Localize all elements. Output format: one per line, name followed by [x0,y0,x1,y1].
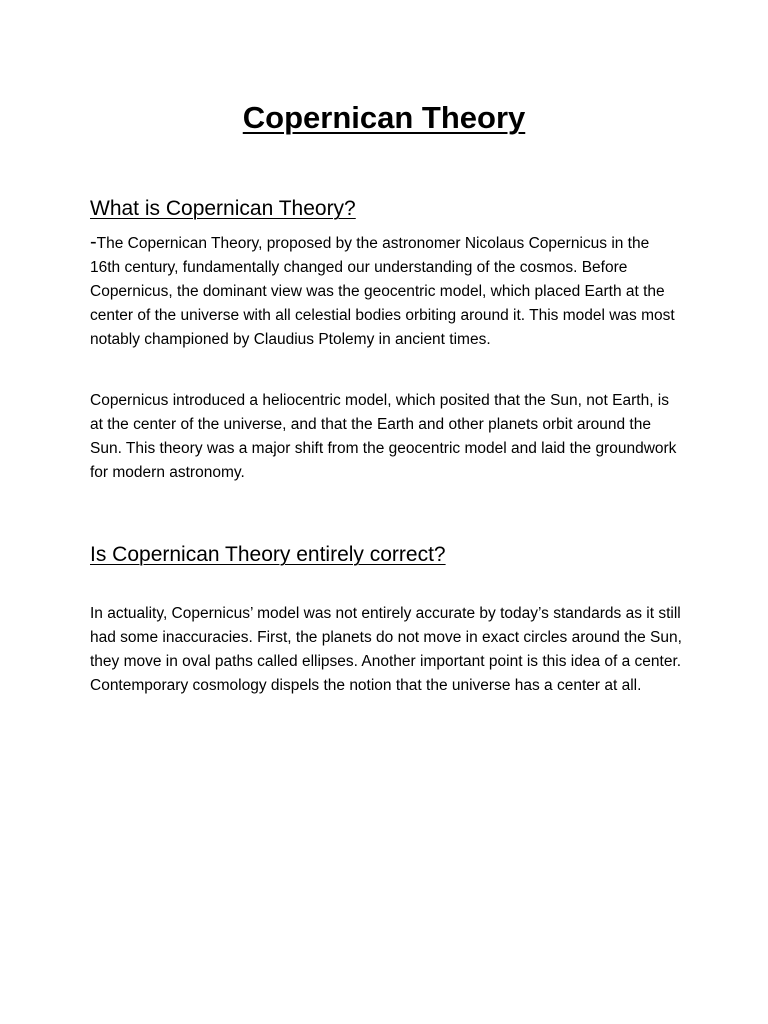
paragraph-heliocentric-model: Copernicus introduced a heliocentric model, which posited that the Sun, not Earth, is at the center of the universe, and that the Earth and other planets orbit around the Sun. This theory was a major shift from the geocentric model and laid the groundwork for modern astronomy. [90,392,677,481]
paragraph-lead-dash: - [90,231,97,253]
document-title: Copernican Theory [242,100,526,135]
paragraph-text: The Copernican Theory, proposed by the astronomer Nicolaus Copernicus in the 16th century, fundamentally changed our understanding of the cosmos. Before Copernicus, the dominant view was the geocentric model, which placed Earth at the center of the universe with all celestial bodies orbiting around it. This model was most notably championed by Claudius Ptolemy in ancient times. [90,235,675,348]
section-heading-is-correct: Is Copernican Theory entirely correct? [90,543,446,566]
paragraph-inaccuracies: In actuality, Copernicus’ model was not entirely accurate by today’s standards as it still had some inaccuracies. First, the planets do not move in exact circles around the Sun, they move in oval paths called ellipses. Another important point is this idea of a center. Contemporary cosmology dispels the notion that the universe has a center at all. [90,605,682,694]
paragraph-geocentric-intro [90,230,682,352]
section-heading-what-is: What is Copernican Theory? [90,197,356,220]
